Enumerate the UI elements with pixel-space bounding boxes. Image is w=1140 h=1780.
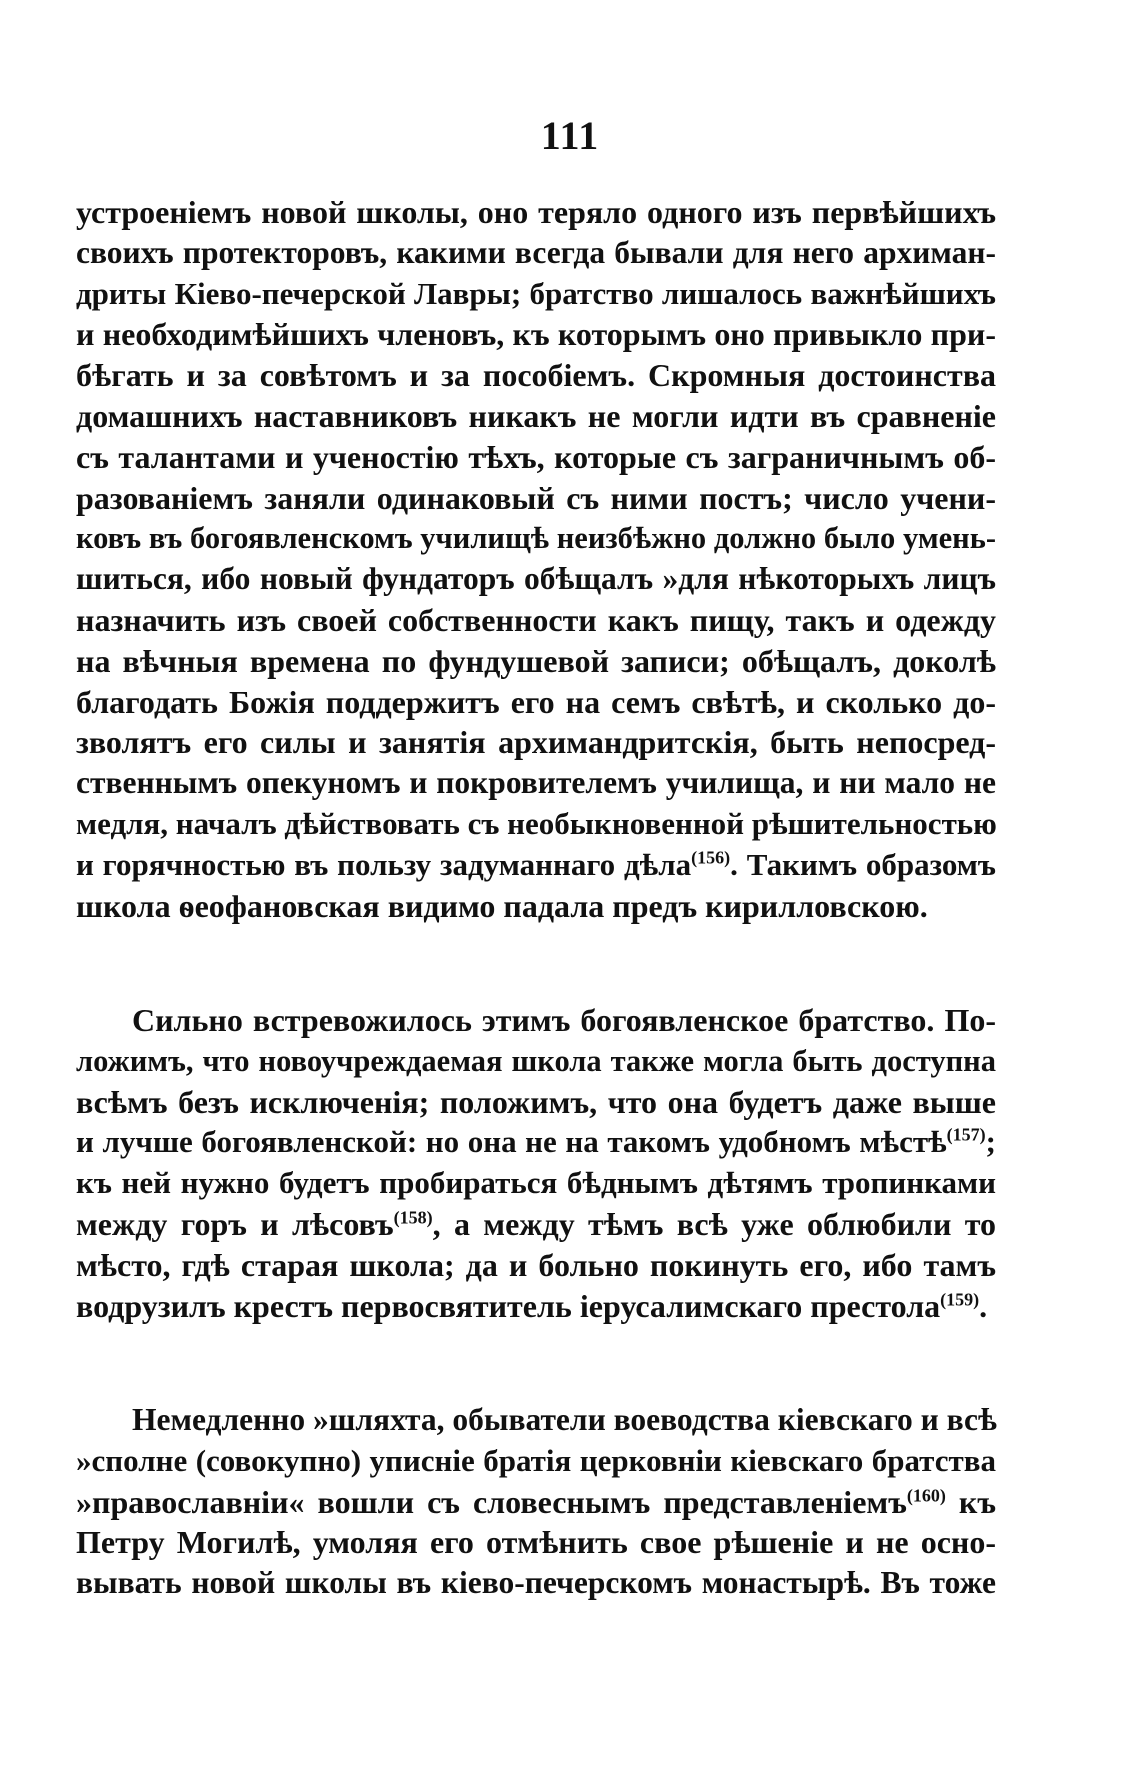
- text-segment: »православніи« вошли съ словеснымъ представленіемъ: [76, 1483, 907, 1520]
- text-segment: и лучше богоявленской: но она не на такомъ удобномъ мѣстѣ: [76, 1124, 947, 1160]
- text-line: ственнымъ опекуномъ и покровителемъ училища, и ни мало не: [76, 765, 996, 801]
- footnote-ref-156: (156): [691, 847, 731, 868]
- text-line: ложимъ, что новоучреждаемая школа также могла быть доступна: [76, 1043, 996, 1078]
- text-line: Петру Могилѣ, умоляя его отмѣнить свое рѣшеніе и не осно-: [76, 1524, 996, 1561]
- text-segment: . Такимъ образомъ: [730, 846, 996, 882]
- footnote-ref-159: (159): [940, 1288, 980, 1309]
- text-line: благодать Божія поддержитъ его на семъ свѣтѣ, и сколько до-: [76, 683, 996, 720]
- text-line: медля, началъ дѣйствовать съ необыкновенной рѣшительностью: [76, 805, 997, 841]
- text-segment: ;: [985, 1124, 996, 1160]
- text-line: зволятъ его силы и занятія архимандритскія, быть непосред-: [76, 724, 996, 761]
- text-line-with-note: [76, 1482, 996, 1523]
- text-line: дриты Кіево-печерской Лавры; братство лишалось важнѣйшихъ: [76, 275, 996, 311]
- text-line: разованіемъ заняли одинаковый съ ними постъ; число учени-: [76, 479, 996, 516]
- paragraph-3: [76, 1400, 996, 1604]
- text-line-with-note: [76, 1122, 996, 1163]
- text-line: ковъ въ богоявленскомъ училищѣ неизбѣжно должно было умень-: [76, 521, 996, 556]
- footnote-ref-157: (157): [946, 1125, 986, 1146]
- text-line: къ ней нужно будетъ пробираться бѣднымъ дѣтямъ тропинками: [76, 1165, 996, 1201]
- text-segment: водрузилъ крестъ первосвятитель іерусалимскаго престола: [76, 1287, 941, 1324]
- text-line: Немедленно »шляхта, обыватели воеводства кіевскаго и всѣ: [132, 1402, 997, 1437]
- text-line: домашнихъ наставниковъ никакъ не могли идти въ сравненіе: [76, 397, 996, 434]
- text-segment: .: [979, 1287, 988, 1324]
- text-line: вывать новой школы въ кіево-печерскомъ монастырѣ. Въ тоже: [76, 1565, 996, 1601]
- text-line: своихъ протекторовъ, какими всегда бывали для него архиман-: [76, 234, 996, 270]
- text-line: и необходимѣйшихъ членовъ, къ которымъ оно привыкло при-: [76, 316, 996, 353]
- text-line: устроеніемъ новой школы, оно теряло одного изъ первѣйшихъ: [76, 194, 996, 230]
- text-line: всѣмъ безъ исключенія; положимъ, что она будетъ даже выше: [76, 1083, 996, 1120]
- footnote-ref-158: (158): [393, 1207, 433, 1228]
- text-line: мѣсто, гдѣ старая школа; да и больно покинуть его, ибо тамъ: [76, 1246, 996, 1283]
- footnote-ref-160: (160): [906, 1484, 946, 1505]
- text-segment: , а между тѣмъ всѣ уже облюбили то: [432, 1205, 997, 1242]
- text-line: шиться, ибо новый фундаторъ обѣщалъ »для нѣкоторыхъ лицъ: [76, 561, 996, 597]
- text-line: »сполне (совокупно) уписніе братія церковніи кіевскаго братства: [76, 1442, 996, 1478]
- paragraph-1: [76, 192, 996, 926]
- text-line-with-note: [76, 1204, 996, 1245]
- text-segment: между горъ и лѣсовъ: [76, 1205, 394, 1242]
- text-line: школа ѳеофановская видимо падала предъ кирилловскою.: [76, 887, 928, 924]
- text-line: бѣгать и за совѣтомъ и за пособіемъ. Скромныя достоинства: [76, 357, 996, 394]
- text-line: Сильно встревожилось этимъ богоявленское братство. По-: [132, 1002, 996, 1038]
- text-line: на вѣчныя времена по фундушевой записи; обѣщалъ, доколѣ: [76, 642, 996, 679]
- text-line-with-note: [76, 845, 996, 886]
- text-segment: къ: [945, 1483, 997, 1520]
- page-number: 111: [540, 113, 600, 158]
- text-line-with-note: [76, 1286, 996, 1327]
- text-line: назначить изъ своей собственности какъ пищу, такъ и одежду: [76, 601, 996, 638]
- text-segment: и горячностью въ пользу задуманнаго дѣла: [76, 846, 692, 882]
- paragraph-2: [76, 1000, 996, 1326]
- text-line: съ талантами и ученостію тѣхъ, которые съ заграничнымъ об-: [76, 438, 996, 475]
